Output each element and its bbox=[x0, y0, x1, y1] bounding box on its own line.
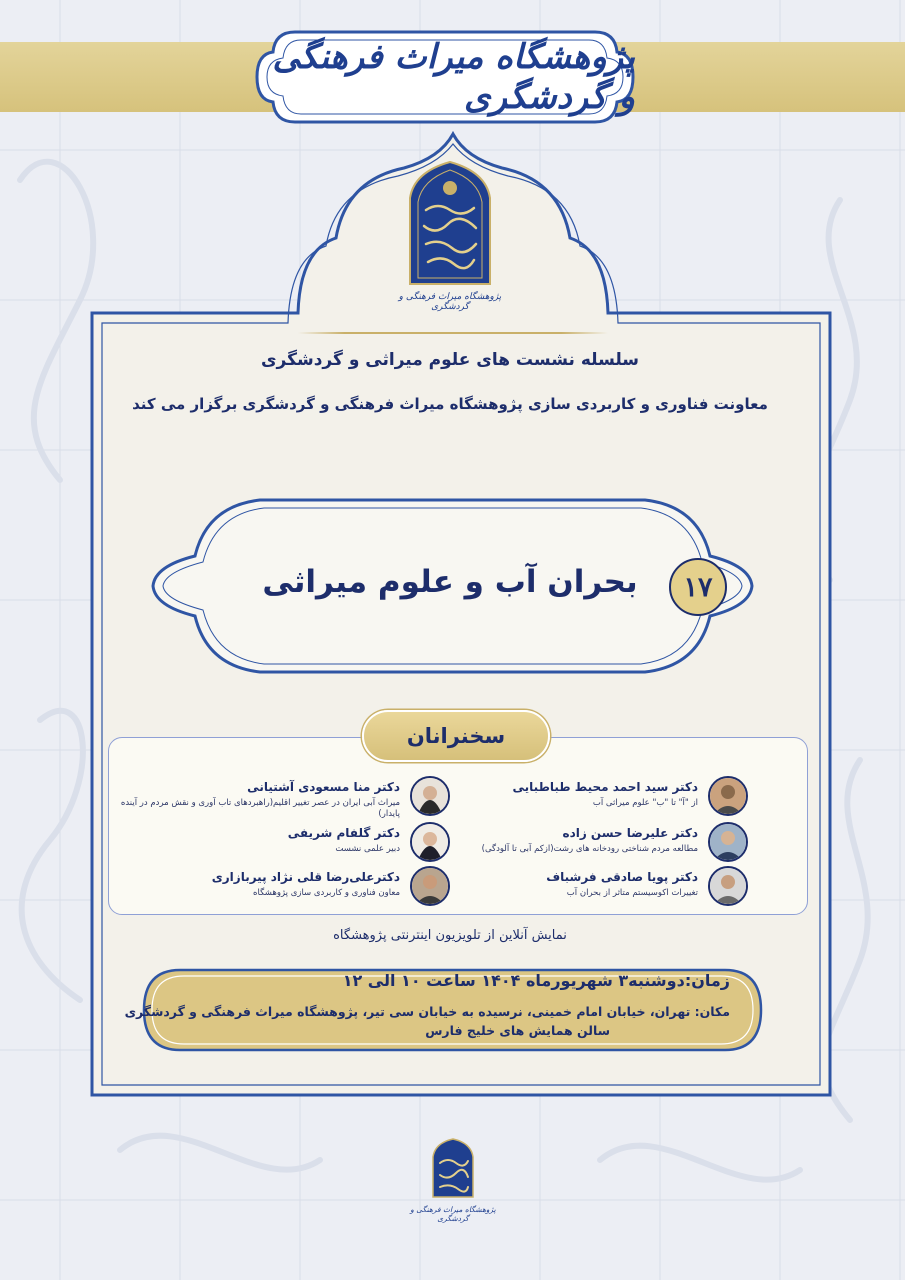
speaker-name: دکتر سید احمد محیط طباطبایی bbox=[512, 780, 698, 794]
speaker-name: دکتر منا مسعودی آشتیانی bbox=[247, 780, 400, 794]
speakers-heading: سخنرانان bbox=[362, 710, 550, 762]
event-place bbox=[124, 1002, 730, 1040]
speaker-role: از "آ" تا "ب" علوم میراثی آب bbox=[592, 798, 698, 808]
speaker-role: تغییرات اکوسیستم متاثر از بحران آب bbox=[566, 888, 698, 898]
speaker-name: دکتر گلفام شریفی bbox=[287, 826, 400, 840]
organizer-line: معاونت فناوری و کاربردی سازی پژوهشگاه میراث فرهنگی و گردشگری برگزار می کند bbox=[132, 395, 768, 413]
speaker-card bbox=[110, 776, 450, 820]
broadcast-note: نمایش آنلاین از تلویزیون اینترنتی پژوهشگاه bbox=[333, 928, 567, 943]
speaker-card bbox=[110, 866, 450, 910]
speaker-name: دکتر پویا صادقی فرشباف bbox=[546, 870, 698, 884]
series-title: سلسله نشست های علوم میراثی و گردشگری bbox=[260, 350, 640, 370]
logo-caption: پژوهشگاه میراث فرهنگی و گردشگری bbox=[398, 292, 502, 312]
speaker-card bbox=[408, 822, 748, 866]
event-place-line1: مکان: تهران، خیابان امام خمینی، نرسیده به خیابان سی تیر، پژوهشگاه میراث فرهنگی و گردشگری bbox=[124, 1004, 730, 1019]
speaker-name: دکتر علیرضا حسن زاده bbox=[562, 826, 698, 840]
episode-number-badge: ۱۷ bbox=[669, 558, 727, 616]
speaker-role: دبیر علمی نشست bbox=[335, 844, 400, 854]
topic-title: بحران آب و علوم میراثی bbox=[262, 564, 638, 600]
speaker-photo bbox=[708, 822, 748, 862]
speaker-card bbox=[408, 776, 748, 820]
speaker-photo bbox=[708, 866, 748, 906]
speaker-photo bbox=[410, 822, 450, 862]
speaker-name: دکترعلی‌رضا قلی نژاد پیربازاری bbox=[211, 870, 400, 884]
speaker-role: معاون فناوری و کاربردی سازی پژوهشگاه bbox=[253, 888, 400, 898]
header-title: پژوهشگاه میراث فرهنگی و گردشگری bbox=[272, 37, 635, 117]
speaker-role: میراث آبی ایران در عصر تغییر اقلیم(راهبردهای تاب آوری و نقش مردم در آینده پایدار) bbox=[120, 798, 400, 819]
event-time: زمان:دوشنبه۳ شهریورماه ۱۴۰۴ ساعت ۱۰ الی ۱۲ bbox=[342, 971, 730, 990]
speaker-photo bbox=[708, 776, 748, 816]
speaker-photo bbox=[410, 866, 450, 906]
footer-logo bbox=[430, 1137, 476, 1199]
speaker-card bbox=[408, 866, 748, 910]
institute-logo bbox=[404, 158, 496, 286]
speaker-photo bbox=[410, 776, 450, 816]
speaker-card bbox=[110, 822, 450, 866]
gold-divider bbox=[298, 332, 608, 334]
footer-caption: پژوهشگاه میراث فرهنگی و گردشگری bbox=[410, 1205, 496, 1223]
speaker-role: مطالعه مردم شناختی رودخانه های رشت(ازکم آبی تا آلودگی) bbox=[481, 844, 698, 854]
event-place-line2: سالن همایش های خلیج فارس bbox=[425, 1023, 610, 1038]
